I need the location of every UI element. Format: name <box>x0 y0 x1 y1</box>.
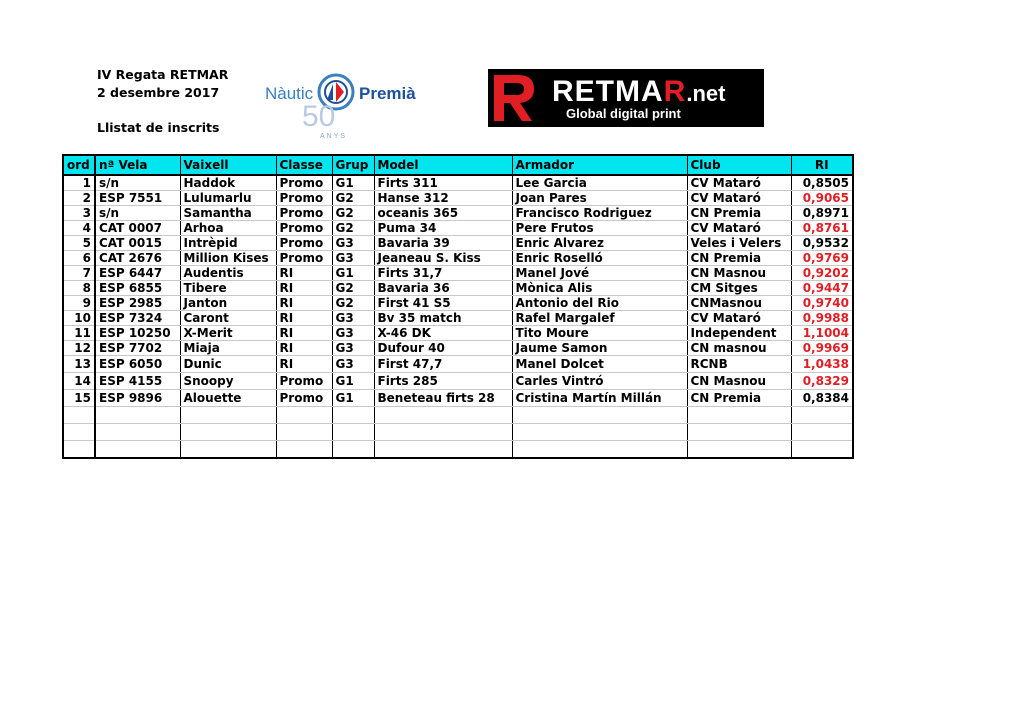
table-row <box>63 326 853 341</box>
cell-ord: 3 <box>63 206 95 221</box>
cell-vela: ESP 10250 <box>95 326 180 341</box>
cell-grup: G1 <box>332 175 374 191</box>
cell-ord: 10 <box>63 311 95 326</box>
cell-model: Firts 311 <box>374 175 512 191</box>
cell-club: CN Masnou <box>687 373 791 390</box>
cell-vela: ESP 9896 <box>95 390 180 407</box>
cell-ri: 0,8384 <box>791 390 853 407</box>
cell-ord: 5 <box>63 236 95 251</box>
empty-cell <box>687 424 791 441</box>
cell-model: Firts 285 <box>374 373 512 390</box>
cell-grup: G1 <box>332 373 374 390</box>
empty-row <box>63 441 853 459</box>
cell-club: CM Sitges <box>687 281 791 296</box>
cell-armador: Francisco Rodriguez <box>512 206 687 221</box>
nautic-word: Nàutic <box>265 84 314 103</box>
cell-armador: Cristina Martín Millán <box>512 390 687 407</box>
cell-ri: 0,9988 <box>791 311 853 326</box>
empty-cell <box>180 424 276 441</box>
empty-cell <box>512 407 687 424</box>
cell-vela: ESP 4155 <box>95 373 180 390</box>
col-header-vela: nª Vela <box>95 155 180 175</box>
cell-classe: Promo <box>276 373 332 390</box>
cell-club: CV Mataró <box>687 311 791 326</box>
cell-vela: CAT 0015 <box>95 236 180 251</box>
cell-club: CN masnou <box>687 341 791 356</box>
table-row <box>63 373 853 390</box>
cell-classe: RI <box>276 296 332 311</box>
cell-vela: ESP 7551 <box>95 191 180 206</box>
cell-grup: G2 <box>332 296 374 311</box>
table-header-row <box>63 155 853 175</box>
col-header-model: Model <box>374 155 512 175</box>
cell-vaixell: Snoopy <box>180 373 276 390</box>
cell-armador: Rafel Margalef <box>512 311 687 326</box>
cell-armador: Jaume Samon <box>512 341 687 356</box>
empty-cell <box>512 441 687 459</box>
empty-cell <box>791 407 853 424</box>
retmar-tld: .net <box>686 81 726 106</box>
table-row <box>63 206 853 221</box>
col-header-classe: Classe <box>276 155 332 175</box>
cell-ord: 7 <box>63 266 95 281</box>
cell-classe: Promo <box>276 251 332 266</box>
empty-cell <box>374 407 512 424</box>
cell-ord: 6 <box>63 251 95 266</box>
cell-ord: 8 <box>63 281 95 296</box>
cell-grup: G1 <box>332 390 374 407</box>
cell-ord: 15 <box>63 390 95 407</box>
cell-vaixell: Million Kises <box>180 251 276 266</box>
cell-vela: ESP 6447 <box>95 266 180 281</box>
table-row <box>63 281 853 296</box>
cell-model: Jeaneau S. Kiss <box>374 251 512 266</box>
cell-classe: RI <box>276 311 332 326</box>
cell-model: Dufour 40 <box>374 341 512 356</box>
cell-ri: 1,1004 <box>791 326 853 341</box>
empty-cell <box>374 424 512 441</box>
cell-ri: 0,9969 <box>791 341 853 356</box>
cell-model: Firts 31,7 <box>374 266 512 281</box>
cell-vela: s/n <box>95 175 180 191</box>
cell-vela: ESP 6050 <box>95 356 180 373</box>
empty-cell <box>63 424 95 441</box>
cell-armador: Pere Frutos <box>512 221 687 236</box>
cell-ord: 11 <box>63 326 95 341</box>
retmar-wordmark <box>552 75 725 109</box>
cell-classe: RI <box>276 266 332 281</box>
empty-row <box>63 407 853 424</box>
regatta-title: IV Regata RETMAR <box>97 67 229 82</box>
table-row <box>63 266 853 281</box>
cell-model: Bavaria 36 <box>374 281 512 296</box>
empty-cell <box>95 407 180 424</box>
empty-cell <box>276 441 332 459</box>
col-header-ri: RI <box>791 155 853 175</box>
cell-ri: 0,9769 <box>791 251 853 266</box>
list-subtitle: Llistat de inscrits <box>97 120 220 135</box>
empty-cell <box>180 441 276 459</box>
empty-cell <box>791 441 853 459</box>
cell-club: CN Premia <box>687 251 791 266</box>
cell-ri: 0,8761 <box>791 221 853 236</box>
cell-classe: RI <box>276 326 332 341</box>
empty-cell <box>63 407 95 424</box>
cell-classe: Promo <box>276 175 332 191</box>
cell-ord: 9 <box>63 296 95 311</box>
cell-armador: Enric Alvarez <box>512 236 687 251</box>
empty-cell <box>95 424 180 441</box>
empty-cell <box>332 441 374 459</box>
cell-ri: 0,8971 <box>791 206 853 221</box>
cell-grup: G2 <box>332 191 374 206</box>
cell-ri: 0,9447 <box>791 281 853 296</box>
cell-armador: Manel Jové <box>512 266 687 281</box>
retmar-r-mark-icon <box>488 69 548 127</box>
retmar-logo <box>488 69 764 127</box>
cell-club: Veles i Velers <box>687 236 791 251</box>
cell-classe: RI <box>276 356 332 373</box>
table-row <box>63 251 853 266</box>
cell-vaixell: Dunic <box>180 356 276 373</box>
cell-armador: Manel Dolcet <box>512 356 687 373</box>
nautic-badge-number: 50 <box>302 100 336 133</box>
cell-armador: Mònica Alis <box>512 281 687 296</box>
empty-cell <box>791 424 853 441</box>
table-row <box>63 175 853 191</box>
cell-vaixell: Haddok <box>180 175 276 191</box>
empty-cell <box>95 441 180 459</box>
cell-vaixell: Samantha <box>180 206 276 221</box>
cell-vaixell: Intrèpid <box>180 236 276 251</box>
cell-club: CN Premia <box>687 206 791 221</box>
cell-club: CNMasnou <box>687 296 791 311</box>
col-header-ord: ord <box>63 155 95 175</box>
cell-vaixell: Miaja <box>180 341 276 356</box>
cell-club: CN Masnou <box>687 266 791 281</box>
cell-armador: Carles Vintró <box>512 373 687 390</box>
table-row <box>63 236 853 251</box>
cell-club: RCNB <box>687 356 791 373</box>
cell-vaixell: Arhoa <box>180 221 276 236</box>
col-header-armador: Armador <box>512 155 687 175</box>
cell-vaixell: Alouette <box>180 390 276 407</box>
cell-vaixell: Audentis <box>180 266 276 281</box>
cell-classe: Promo <box>276 191 332 206</box>
cell-ord: 13 <box>63 356 95 373</box>
cell-club: CV Mataró <box>687 175 791 191</box>
cell-classe: RI <box>276 341 332 356</box>
cell-ord: 4 <box>63 221 95 236</box>
empty-cell <box>276 424 332 441</box>
empty-cell <box>332 424 374 441</box>
cell-club: Independent <box>687 326 791 341</box>
empty-cell <box>332 407 374 424</box>
cell-vela: s/n <box>95 206 180 221</box>
retmar-tagline: Global digital print <box>566 106 681 121</box>
empty-cell <box>276 407 332 424</box>
cell-grup: G3 <box>332 326 374 341</box>
cell-vela: ESP 7702 <box>95 341 180 356</box>
empty-row <box>63 424 853 441</box>
cell-classe: Promo <box>276 206 332 221</box>
cell-model: Puma 34 <box>374 221 512 236</box>
regatta-date: 2 desembre 2017 <box>97 85 220 100</box>
col-header-club: Club <box>687 155 791 175</box>
cell-grup: G3 <box>332 236 374 251</box>
table-body <box>63 175 853 458</box>
cell-ri: 0,8505 <box>791 175 853 191</box>
table-row <box>63 390 853 407</box>
cell-armador: Joan Pares <box>512 191 687 206</box>
cell-model: Beneteau firts 28 <box>374 390 512 407</box>
col-header-vaixell: Vaixell <box>180 155 276 175</box>
cell-classe: Promo <box>276 221 332 236</box>
empty-cell <box>374 441 512 459</box>
cell-grup: G2 <box>332 206 374 221</box>
cell-vela: CAT 2676 <box>95 251 180 266</box>
cell-vela: ESP 2985 <box>95 296 180 311</box>
cell-grup: G2 <box>332 221 374 236</box>
cell-ord: 1 <box>63 175 95 191</box>
cell-ord: 2 <box>63 191 95 206</box>
nautic-emblem-icon <box>300 70 360 140</box>
cell-ri: 1,0438 <box>791 356 853 373</box>
cell-vaixell: X-Merit <box>180 326 276 341</box>
col-header-grup: Grup <box>332 155 374 175</box>
cell-grup: G3 <box>332 311 374 326</box>
cell-grup: G2 <box>332 281 374 296</box>
retmar-name-b: R <box>663 75 687 108</box>
cell-armador: Tito Moure <box>512 326 687 341</box>
cell-armador: Enric Roselló <box>512 251 687 266</box>
cell-club: CV Mataró <box>687 191 791 206</box>
registrations-table <box>62 154 854 459</box>
cell-vela: CAT 0007 <box>95 221 180 236</box>
cell-model: First 41 S5 <box>374 296 512 311</box>
table-row <box>63 356 853 373</box>
cell-ri: 0,8329 <box>791 373 853 390</box>
cell-armador: Antonio del Rio <box>512 296 687 311</box>
cell-ri: 0,9065 <box>791 191 853 206</box>
empty-cell <box>512 424 687 441</box>
empty-cell <box>687 407 791 424</box>
table-row <box>63 296 853 311</box>
cell-grup: G3 <box>332 356 374 373</box>
cell-vaixell: Caront <box>180 311 276 326</box>
cell-classe: RI <box>276 281 332 296</box>
cell-club: CN Premia <box>687 390 791 407</box>
cell-ri: 0,9532 <box>791 236 853 251</box>
empty-cell <box>63 441 95 459</box>
cell-ord: 14 <box>63 373 95 390</box>
cell-armador: Lee Garcia <box>512 175 687 191</box>
table-row <box>63 311 853 326</box>
cell-model: X-46 DK <box>374 326 512 341</box>
cell-vaixell: Lulumarlu <box>180 191 276 206</box>
empty-cell <box>687 441 791 459</box>
cell-vela: ESP 7324 <box>95 311 180 326</box>
cell-classe: Promo <box>276 390 332 407</box>
nautic-premia-logo <box>262 70 427 140</box>
table-row <box>63 341 853 356</box>
cell-vaixell: Janton <box>180 296 276 311</box>
table-row <box>63 221 853 236</box>
cell-ri: 0,9202 <box>791 266 853 281</box>
cell-vela: ESP 6855 <box>95 281 180 296</box>
cell-model: oceanis 365 <box>374 206 512 221</box>
cell-ri: 0,9740 <box>791 296 853 311</box>
cell-model: First 47,7 <box>374 356 512 373</box>
cell-grup: G1 <box>332 266 374 281</box>
cell-classe: Promo <box>276 236 332 251</box>
cell-ord: 12 <box>63 341 95 356</box>
cell-model: Bavaria 39 <box>374 236 512 251</box>
table-row <box>63 191 853 206</box>
premia-word: Premià <box>359 84 416 103</box>
empty-cell <box>180 407 276 424</box>
cell-model: Bv 35 match <box>374 311 512 326</box>
cell-grup: G3 <box>332 251 374 266</box>
cell-grup: G3 <box>332 341 374 356</box>
cell-club: CV Mataró <box>687 221 791 236</box>
nautic-badge-sub: ANYS <box>320 133 348 140</box>
retmar-name-a: RETMA <box>552 75 664 108</box>
cell-vaixell: Tibere <box>180 281 276 296</box>
cell-model: Hanse 312 <box>374 191 512 206</box>
